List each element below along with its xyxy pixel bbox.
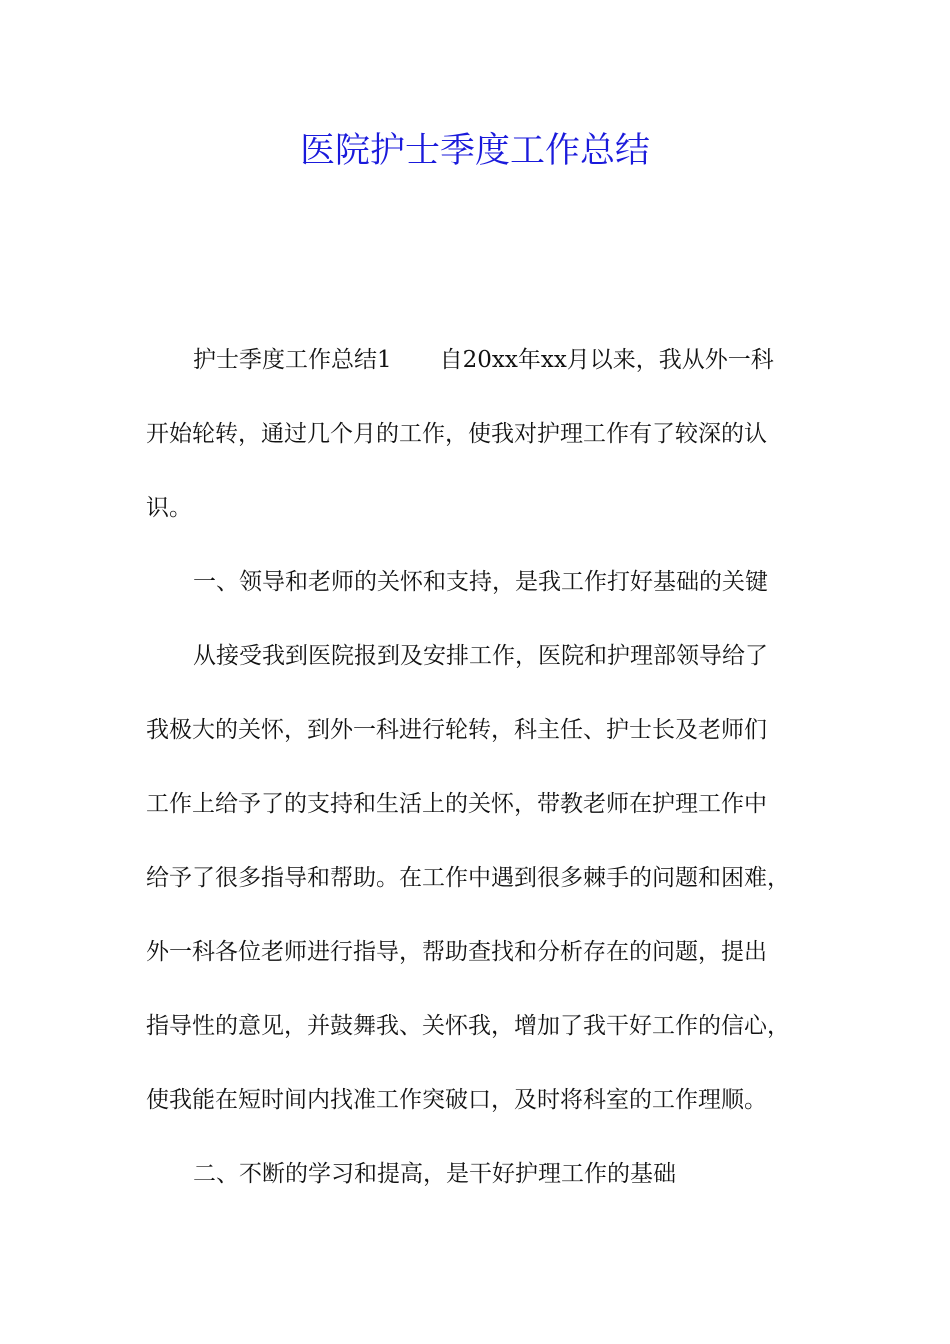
paragraph-text: 自20xx年xx月以来，我从外一科 (439, 347, 774, 373)
paragraph-line-5: 从接受我到医院报到及安排工作，医院和护理部领导给了 (193, 643, 768, 669)
paragraph-line-2: 开始轮转，通过几个月的工作，使我对护理工作有了较深的认 (146, 421, 767, 447)
section-heading-1: 一、领导和老师的关怀和支持，是我工作打好基础的关键 (193, 569, 768, 595)
document-title: 医院护士季度工作总结 (299, 131, 650, 171)
paragraph-line-1 (146, 336, 808, 410)
paragraph-line-7: 工作上给予了的支持和生活上的关怀，带教老师在护理工作中 (146, 791, 767, 817)
document-body (146, 336, 808, 1224)
paragraph-line-6: 我极大的关怀，到外一科进行轮转，科主任、护士长及老师们 (146, 717, 767, 743)
paragraph-line-8: 给予了很多指导和帮助。在工作中遇到很多棘手的问题和困难， (146, 865, 790, 891)
paragraph-line-10: 指导性的意见，并鼓舞我、关怀我，增加了我干好工作的信心， (146, 1013, 790, 1039)
paragraph-line-3: 识。 (146, 495, 192, 521)
section-heading-2: 二、不断的学习和提高，是干好护理工作的基础 (193, 1161, 676, 1187)
paragraph-line-11: 使我能在短时间内找准工作突破口，及时将科室的工作理顺。 (146, 1087, 767, 1113)
section-heading-inline: 护士季度工作总结1 (193, 347, 392, 373)
paragraph-line-9: 外一科各位老师进行指导，帮助查找和分析存在的问题，提出 (146, 939, 767, 965)
